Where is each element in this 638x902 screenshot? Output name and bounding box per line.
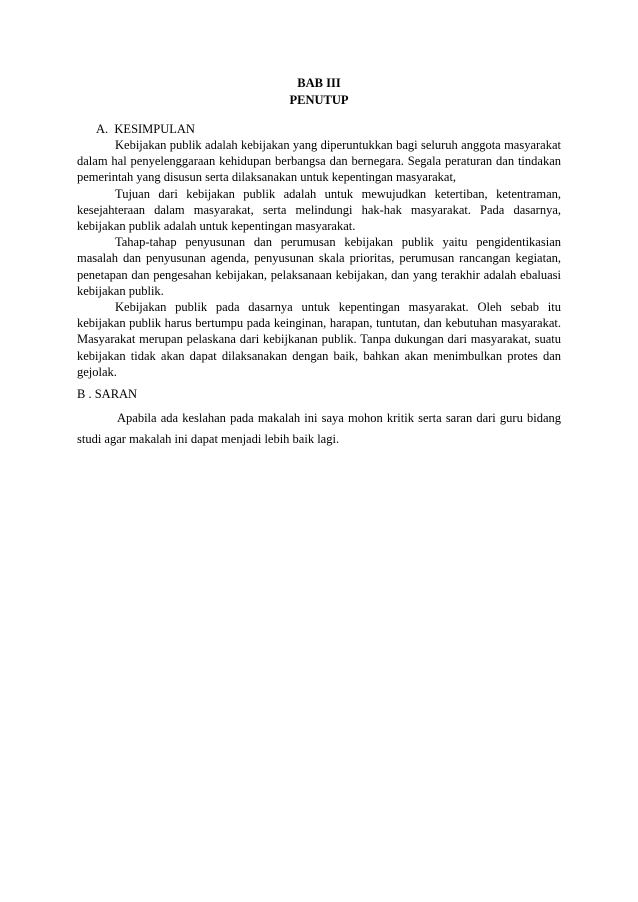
kesimpulan-paragraph-3: Tahap-tahap penyusunan dan perumusan kebijakan publik yaitu pengidentikasian masalah dan penyusunan agenda, penyusunan skala prioritas, perumusan rancangan kegiatan, penetapan dan pengesahan kebijakan, pelaksanaan kebijakan, dan yang terakhir adalah ebaluasi kebijakan publik. bbox=[77, 235, 561, 298]
section-b-body bbox=[77, 408, 561, 450]
section-b-title: B . SARAN bbox=[77, 387, 138, 401]
chapter-number: BAB III bbox=[297, 76, 341, 90]
section-a-title: A. KESIMPULAN bbox=[96, 122, 195, 136]
section-a-body bbox=[77, 137, 561, 380]
chapter-heading bbox=[0, 75, 638, 109]
chapter-title: PENUTUP bbox=[289, 93, 349, 107]
kesimpulan-paragraph-2: Tujuan dari kebijakan publik adalah untuk mewujudkan ketertiban, ketentraman, kesejahteraan dalam masyarakat, serta melindungi hak-hak masyarakat. Pada dasarnya, kebijakan publik adalah untuk kepentingan masyarakat. bbox=[77, 186, 561, 234]
kesimpulan-paragraph-4: Kebijakan publik pada dasarnya untuk kepentingan masyarakat. Oleh sebab itu kebijakan publik harus bertumpu pada keinginan, harapan, tuntutan, dan kebutuhan masyarakat. Masyarakat merupan pelaskana dari kebijkanan publik. Tanpa dukungan dari masyarakat, suatu kebijakan tidak akan dapat dilaksanakan dengan baik, bahkan akan menimbulkan protes dan gejolak. bbox=[77, 300, 561, 379]
saran-paragraph-1: Apabila ada keslahan pada makalah ini saya mohon kritik serta saran dari guru bidang studi agar makalah ini dapat menjadi lebih baik lagi. bbox=[77, 411, 561, 446]
kesimpulan-paragraph-1: Kebijakan publik adalah kebijakan yang diperuntukkan bagi seluruh anggota masyarakat dalam hal penyelenggaraan kehidupan berbangsa dan bernegara. Segala peraturan dan tindakan pemerintah yang disusun serta dilaksanakan untuk kepentingan masyarakat, bbox=[77, 138, 561, 185]
